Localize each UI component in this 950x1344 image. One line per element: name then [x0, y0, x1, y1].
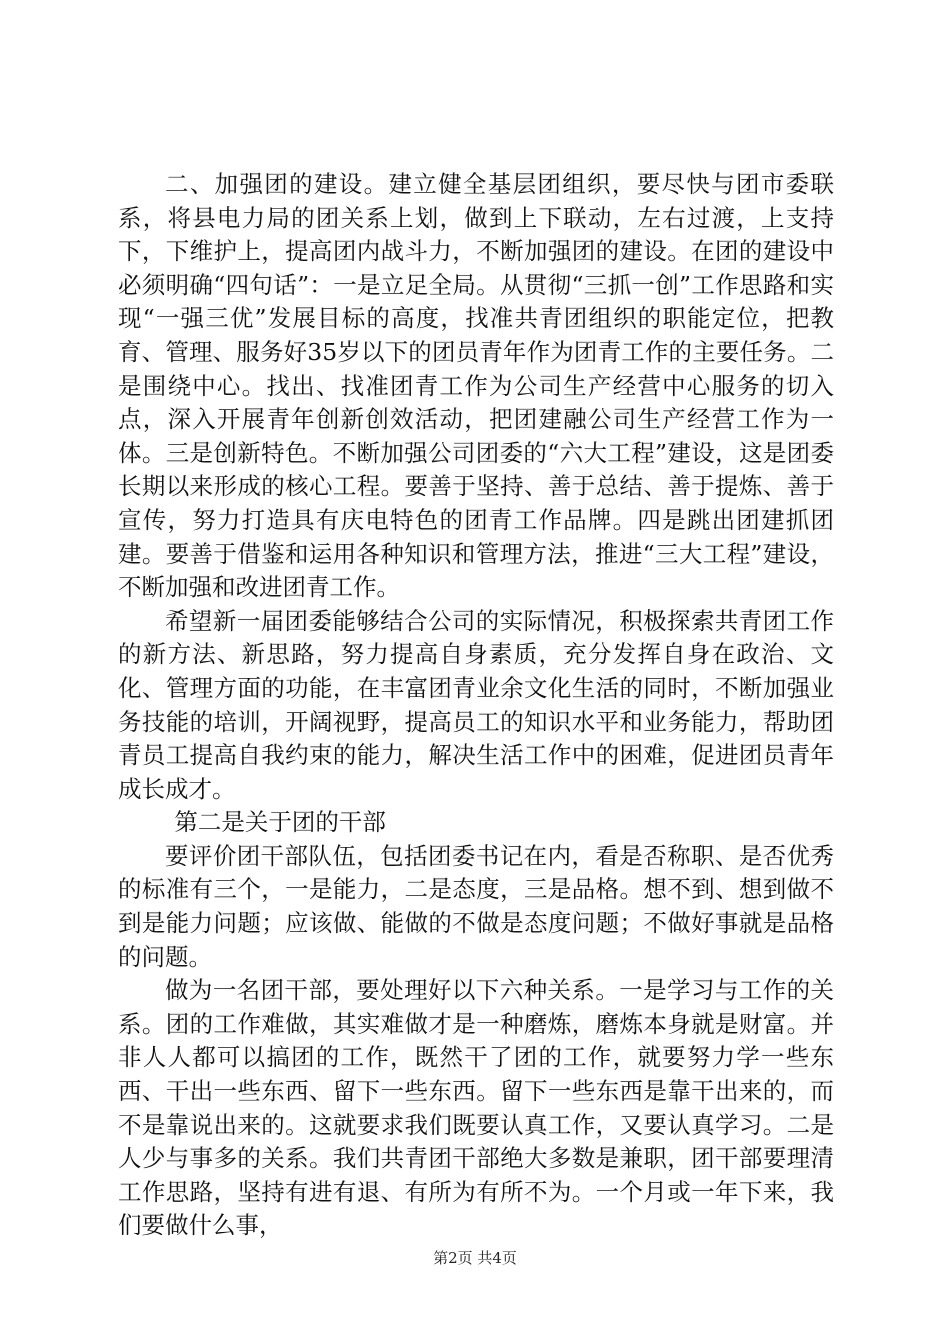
document-body	[118, 168, 834, 1243]
paragraph-team-building: 二、加强团的建设。建立健全基层团组织，要尽快与团市委联系，将县电力局的团关系上划，做到上下联动，左右过渡，上支持下，下维护上，提高团内战斗力，不断加强团的建设。在团的建设中必须明确“四句话”：一是立足全局。从贯彻“三抓一创”工作思路和实现“一强三优”发展目标的高度，找准共青团组织的职能定位，把教育、管理、服务好35岁以下的团员青年作为团青工作的主要任务。二是围绕中心。找出、找准团青工作为公司生产经营中心服务的切入点，深入开展青年创新创效活动，把团建融公司生产经营工作为一体。三是创新特色。不断加强公司团委的“六大工程”建设，这是团委长期以来形成的核心工程。要善于坚持、善于总结、善于提炼、善于宣传，努力打造具有庆电特色的团青工作品牌。四是跳出团建抓团建。要善于借鉴和运用各种知识和管理方法，推进“三大工程”建设，不断加强和改进团青工作。	[118, 170, 834, 602]
paragraph-six-relationships: 做为一名团干部，要处理好以下六种关系。一是学习与工作的关系。团的工作难做，其实难做才是一种磨炼，磨炼本身就是财富。并非人人都可以搞团的工作，既然干了团的工作，就要努力学一些东西、干出一些东西、留下一些东西。留下一些东西是靠干出来的，而不是靠说出来的。这就要求我们既要认真工作，又要认真学习。二是人少与事多的关系。我们共青团干部绝大多数是兼职，团干部要理清工作思路，坚持有进有退、有所为有所不为。一个月或一年下来，我们要做什么事，	[118, 976, 834, 1240]
page-footer	[0, 1248, 950, 1268]
paragraph-cadre-evaluation: 要评价团干部队伍，包括团委书记在内，看是否称职、是否优秀的标准有三个，一是能力，二是态度，三是品格。想不到、想到做不到是能力问题；应该做、能做的不做是态度问题；不做好事就是品格的问题。	[118, 841, 834, 971]
paragraph-committee-hopes: 希望新一届团委能够结合公司的实际情况，积极探索共青团工作的新方法、新思路，努力提高自身素质，充分发挥自身在政治、文化、管理方面的功能，在丰富团青业余文化生活的同时，不断加强业务技能的培训，开阔视野，提高员工的知识水平和业务能力，帮助团青员工提高自我约束的能力，解决生活工作中的困难，促进团员青年成长成才。	[118, 606, 834, 803]
section-heading-cadres: 第二是关于团的干部	[174, 808, 386, 837]
page-number: 第2页 共4页	[433, 1249, 517, 1267]
